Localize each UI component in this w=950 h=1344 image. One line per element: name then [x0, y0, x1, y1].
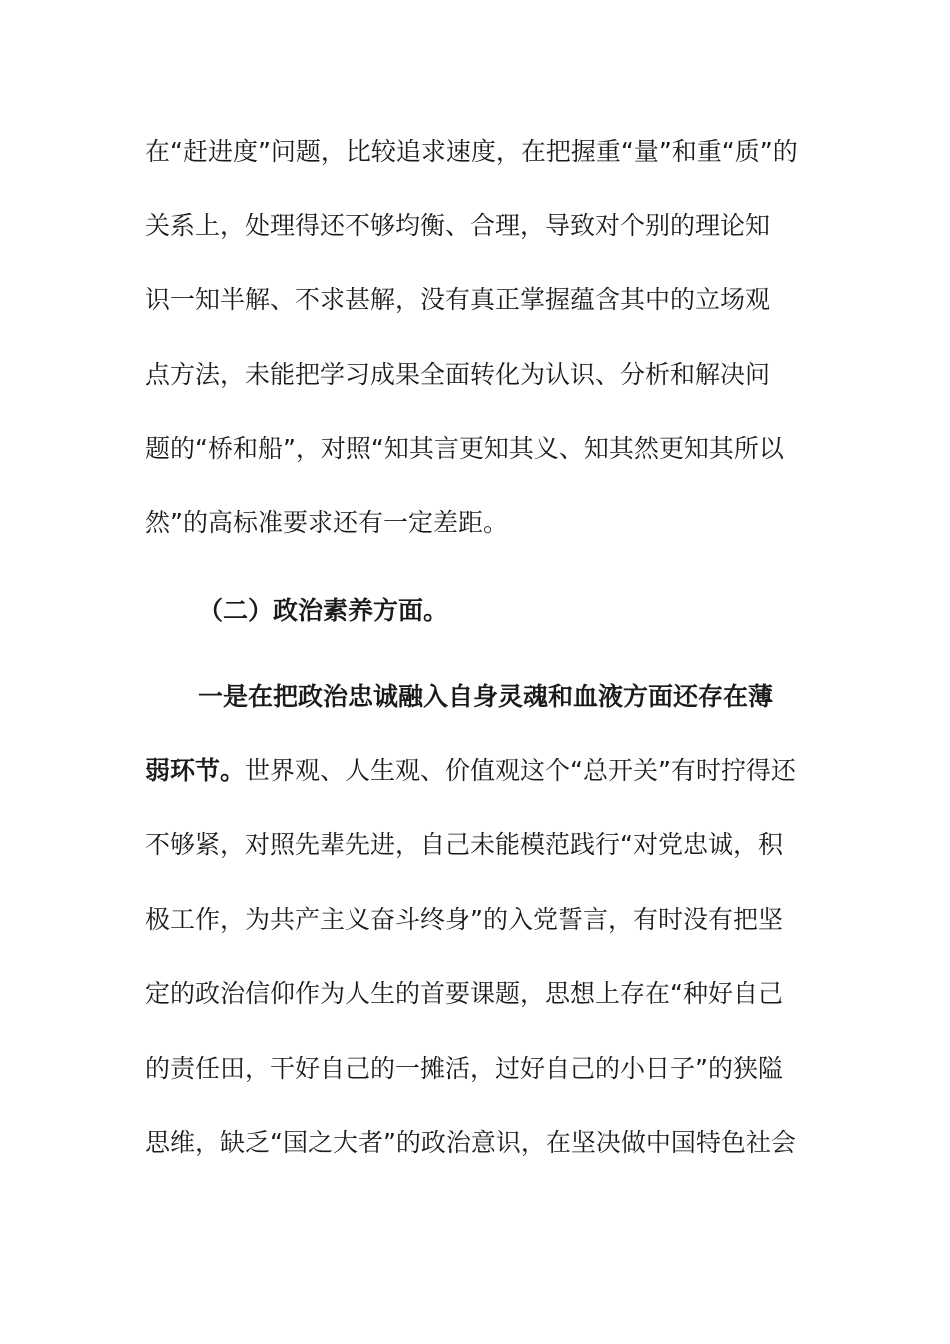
- paragraph-line: 在“赶进度”问题，比较追求速度，在把握重“量”和重“质”的: [145, 137, 798, 166]
- section-heading: （二）政治素养方面。: [198, 596, 449, 625]
- paragraph-line-bold-lead: 一是在把政治忠诚融入自身灵魂和血液方面还存在薄: [198, 682, 774, 711]
- bold-lead-text: 弱环节。: [145, 756, 246, 785]
- paragraph-line: 不够紧，对照先辈先进，自己未能模范践行“对党忠诚，积: [145, 830, 783, 859]
- paragraph-line: 的责任田，干好自己的一摊活，过好自己的小日子”的狭隘: [145, 1054, 783, 1083]
- paragraph-line: [145, 756, 796, 786]
- paragraph-line: 识一知半解、不求甚解，没有真正掌握蕴含其中的立场观: [145, 285, 771, 314]
- paragraph-line: 关系上，处理得还不够均衡、合理，导致对个别的理论知: [145, 211, 771, 240]
- paragraph-line: 点方法，未能把学习成果全面转化为认识、分析和解决问: [145, 360, 771, 389]
- paragraph-line: 极工作，为共产主义奋斗终身”的入党誓言，有时没有把坚: [145, 905, 783, 934]
- paragraph-line: 题的“桥和船”，对照“知其言更知其义、知其然更知其所以: [145, 434, 784, 463]
- paragraph-line: 思维，缺乏“国之大者”的政治意识，在坚决做中国特色社会: [145, 1128, 796, 1157]
- paragraph-text: 世界观、人生观、价值观这个“总开关”有时拧得还: [245, 756, 796, 785]
- paragraph-line: 定的政治信仰作为人生的首要课题，思想上存在“种好自己: [145, 979, 783, 1008]
- paragraph-line: 然”的高标准要求还有一定差距。: [145, 508, 508, 537]
